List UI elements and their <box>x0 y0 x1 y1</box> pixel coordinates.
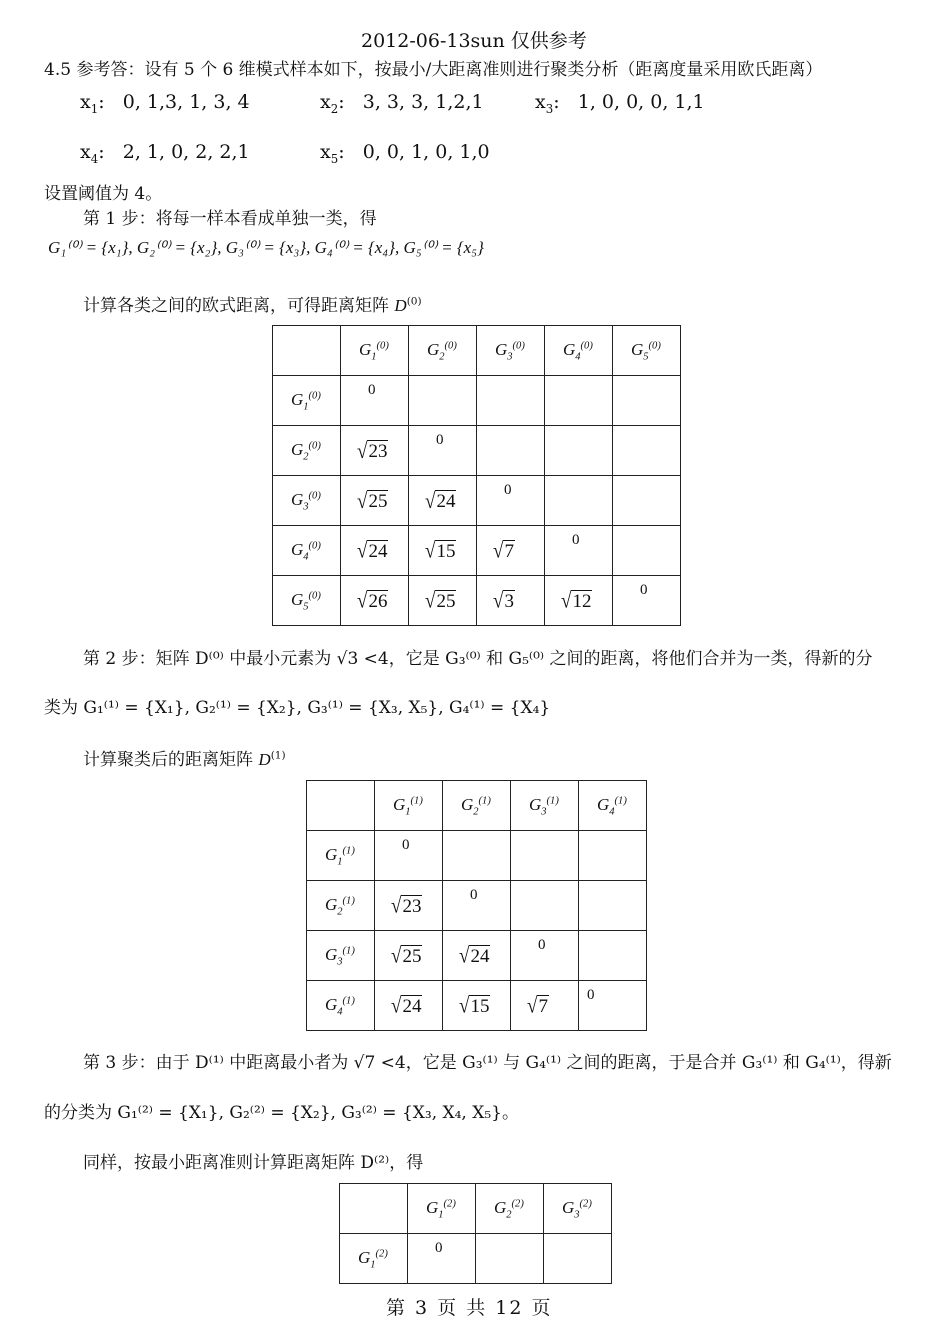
calc1-text: 计算各类之间的欧式距离，可得距离矩阵 $D^{(0)}$ <box>83 295 422 316</box>
row-header: $G_4^{(0)}$ <box>273 526 341 576</box>
matrix-cell <box>544 1234 612 1284</box>
corner-cell <box>340 1184 408 1234</box>
matrix-cell: 0 <box>477 476 545 526</box>
row-header: $G_3^{(0)}$ <box>273 476 341 526</box>
sample-name: x <box>320 91 331 113</box>
corner-cell <box>307 781 375 831</box>
sample-x3: $x_3$: 1, 0, 0, 0, 1,1 <box>535 91 705 116</box>
row-header: $G_4^{(1)}$ <box>307 981 375 1031</box>
matrix-cell: √25 <box>375 931 443 981</box>
row-header: $G_1^{(2)}$ <box>340 1234 408 1284</box>
matrix-cell <box>545 376 613 426</box>
matrix-cell: 0 <box>511 931 579 981</box>
threshold-text: 设置阈值为 4。 <box>44 184 163 204</box>
col-header: $G_1^{(2)}$ <box>408 1184 476 1234</box>
distance-matrix-d0 <box>272 325 681 626</box>
matrix-cell <box>613 426 681 476</box>
matrix-cell: √25 <box>341 476 409 526</box>
matrix-cell: 0 <box>613 576 681 626</box>
matrix-cell: 0 <box>443 881 511 931</box>
row-header: $G_1^{(0)}$ <box>273 376 341 426</box>
matrix-cell <box>579 931 647 981</box>
row-header: $G_2^{(0)}$ <box>273 426 341 476</box>
d-symbol: D <box>258 750 271 769</box>
matrix-cell: √23 <box>341 426 409 476</box>
matrix-cell: √7 <box>477 526 545 576</box>
row-header: $G_1^{(1)}$ <box>307 831 375 881</box>
matrix-cell: √15 <box>443 981 511 1031</box>
matrix-cell <box>511 831 579 881</box>
matrix-cell: √24 <box>409 476 477 526</box>
matrix-cell: √24 <box>341 526 409 576</box>
matrix-cell <box>409 376 477 426</box>
matrix-cell: √26 <box>341 576 409 626</box>
distance-matrix-d2 <box>339 1183 612 1284</box>
matrix-cell <box>477 426 545 476</box>
sample-x5: $x_5$: 0, 0, 1, 0, 1,0 <box>320 141 490 166</box>
corner-cell <box>273 326 341 376</box>
col-header: $G_2^{(2)}$ <box>476 1184 544 1234</box>
matrix-cell <box>613 376 681 426</box>
col-header: $G_1^{(1)}$ <box>375 781 443 831</box>
matrix-cell <box>443 831 511 881</box>
matrix-cell <box>545 426 613 476</box>
col-header: $G_2^{(0)}$ <box>409 326 477 376</box>
matrix-cell <box>477 376 545 426</box>
sample-x4: $x_4$: 2, 1, 0, 2, 2,1 <box>80 141 250 166</box>
distance-matrix-d1 <box>306 780 647 1031</box>
row-header: $G_2^{(1)}$ <box>307 881 375 931</box>
step3-line1: 第 3 步：由于 D⁽¹⁾ 中距离最小者为 √7 <4，它是 G₃⁽¹⁾ 与 G₄⁽¹⁾ 之间的距离，于是合并 G₃⁽¹⁾ 和 G₄⁽¹⁾，得新 <box>83 1053 892 1073</box>
matrix-cell: √23 <box>375 881 443 931</box>
sample-x2: $x_2$: 3, 3, 3, 1,2,1 <box>320 91 484 116</box>
col-header: $G_3^{(1)}$ <box>511 781 579 831</box>
step1-formula: G₁⁽⁰⁾ = {x₁}, G₂⁽⁰⁾ = {x₂}, G₃⁽⁰⁾ = {x₃}, G₄⁽⁰⁾ = {x₄}, G₅⁽⁰⁾ = {x₅} <box>48 238 484 257</box>
sample-values: 1, 0, 0, 0, 1,1 <box>577 91 705 113</box>
sample-name: x <box>80 141 91 163</box>
calc3-text: 同样，按最小距离准则计算距离矩阵 D⁽²⁾，得 <box>83 1153 424 1173</box>
col-header: $G_4^{(0)}$ <box>545 326 613 376</box>
matrix-cell <box>579 831 647 881</box>
step1-text: 第 1 步：将每一样本看成单独一类，得 <box>83 209 377 229</box>
matrix-cell: 0 <box>579 981 647 1031</box>
col-header: $G_1^{(0)}$ <box>341 326 409 376</box>
row-header: $G_5^{(0)}$ <box>273 576 341 626</box>
page-header: 2012-06-13sun 仅供参考 <box>361 30 587 52</box>
matrix-cell: √15 <box>409 526 477 576</box>
matrix-cell <box>579 881 647 931</box>
matrix-cell: 0 <box>545 526 613 576</box>
matrix-cell: √3 <box>477 576 545 626</box>
matrix-cell <box>613 526 681 576</box>
page-footer: 第 3 页 共 12 页 <box>386 1297 553 1319</box>
matrix-cell: 0 <box>375 831 443 881</box>
sample-name: x <box>535 91 546 113</box>
problem-statement: 4.5 参考答：设有 5 个 6 维模式样本如下，按最小/大距离准则进行聚类分析（距离度量采用欧氏距离） <box>44 60 823 80</box>
col-header: $G_2^{(1)}$ <box>443 781 511 831</box>
step2-line2: 类为 G₁⁽¹⁾ = {X₁}, G₂⁽¹⁾ = {X₂}, G₃⁽¹⁾ = {X₃, X₅}, G₄⁽¹⁾ = {X₄} <box>44 698 551 718</box>
sample-values: 0, 0, 1, 0, 1,0 <box>362 141 490 163</box>
sample-x1: $x_1$: 0, 1,3, 1, 3, 4 <box>80 91 250 116</box>
matrix-cell: 0 <box>341 376 409 426</box>
sample-values: 0, 1,3, 1, 3, 4 <box>122 91 250 113</box>
sample-values: 2, 1, 0, 2, 2,1 <box>122 141 250 163</box>
matrix-cell: √7 <box>511 981 579 1031</box>
row-header: $G_3^{(1)}$ <box>307 931 375 981</box>
d-symbol: D <box>394 296 407 315</box>
matrix-cell: 0 <box>408 1234 476 1284</box>
step3-line2: 的分类为 G₁⁽²⁾ = {X₁}, G₂⁽²⁾ = {X₂}, G₃⁽²⁾ = {X₃, X₄, X₅}。 <box>44 1103 519 1123</box>
sample-values: 3, 3, 3, 1,2,1 <box>362 91 484 113</box>
matrix-cell: √12 <box>545 576 613 626</box>
col-header: $G_4^{(1)}$ <box>579 781 647 831</box>
matrix-cell <box>613 476 681 526</box>
calc2-text: 计算聚类后的距离矩阵 $D^{(1)}$ <box>83 749 286 770</box>
col-header: $G_3^{(2)}$ <box>544 1184 612 1234</box>
col-header: $G_3^{(0)}$ <box>477 326 545 376</box>
matrix-cell: 0 <box>409 426 477 476</box>
sample-name: x <box>80 91 91 113</box>
col-header: $G_5^{(0)}$ <box>613 326 681 376</box>
matrix-cell <box>511 881 579 931</box>
matrix-cell: √24 <box>443 931 511 981</box>
sample-name: x <box>320 141 331 163</box>
matrix-cell <box>476 1234 544 1284</box>
matrix-cell: √24 <box>375 981 443 1031</box>
matrix-cell: √25 <box>409 576 477 626</box>
step2-line1: 第 2 步：矩阵 D⁽⁰⁾ 中最小元素为 √3 <4，它是 G₃⁽⁰⁾ 和 G₅⁽⁰⁾ 之间的距离，将他们合并为一类，得新的分 <box>83 649 873 669</box>
matrix-cell <box>545 476 613 526</box>
